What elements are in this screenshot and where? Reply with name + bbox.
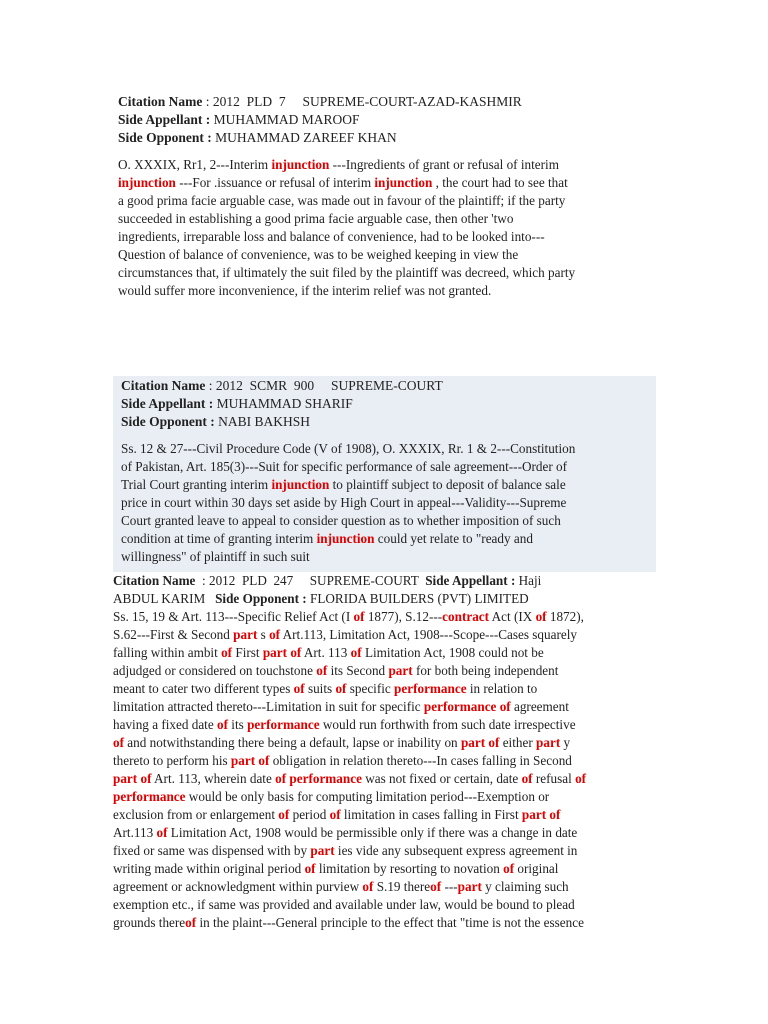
text-run: ies vide any subsequent express agreement in xyxy=(334,843,578,858)
text-run: adjudged or considered on touchstone xyxy=(113,663,317,678)
opponent-label: Side Opponent : xyxy=(118,130,212,145)
text-run: y xyxy=(560,735,571,750)
text-line xyxy=(118,192,658,210)
search-highlight: of xyxy=(350,645,362,660)
search-highlight: of xyxy=(535,609,547,624)
search-highlight: injunction xyxy=(271,157,330,172)
text-run: FLORIDA BUILDERS (PVT) LIMITED xyxy=(306,591,529,606)
search-highlight: performance xyxy=(247,717,320,732)
text-run: exemption etc., if same was provided and available under law, would be bound to plead xyxy=(113,897,575,912)
text-line xyxy=(118,156,658,174)
text-run: Haji xyxy=(515,573,542,588)
opponent-row xyxy=(121,413,656,431)
text-line xyxy=(113,680,658,698)
search-highlight: of xyxy=(185,915,197,930)
text-run: S.19 there xyxy=(373,879,431,894)
text-run: ABDUL KARIM xyxy=(113,591,216,606)
search-highlight: of xyxy=(269,627,281,642)
text-line xyxy=(118,282,658,300)
text-run: Art.113, Limitation Act, 1908---Scope---Cases squarely xyxy=(280,627,577,642)
search-highlight: of xyxy=(503,861,515,876)
text-run: for both being independent xyxy=(412,663,559,678)
search-highlight: of xyxy=(329,807,341,822)
search-highlight: of xyxy=(293,681,305,696)
text-run: agreement xyxy=(510,699,569,714)
text-line xyxy=(121,494,656,512)
search-highlight: part of xyxy=(262,645,302,660)
text-run: of Pakistan, Art. 185(3)---Suit for specific performance of sale agreement---Order of xyxy=(121,459,567,474)
text-line xyxy=(118,246,658,264)
opponent-value: NABI BAKHSH xyxy=(218,414,311,429)
appellant-value: MUHAMMAD MAROOF xyxy=(213,112,360,127)
field-label: Citation Name xyxy=(113,573,196,588)
search-highlight: injunction xyxy=(118,175,176,190)
text-run: ---For .issuance or refusal of interim xyxy=(175,175,375,190)
text-line xyxy=(121,458,656,476)
text-line xyxy=(121,476,656,494)
text-run: circumstances that, if ultimately the suit filed by the plaintiff was decreed, which party xyxy=(118,265,576,280)
text-run: would be only basis for computing limitation period---Exemption or xyxy=(185,789,550,804)
text-run: Question of balance of convenience, was to be weighed keeping in view the xyxy=(118,247,519,262)
text-run: would suffer more inconvenience, if the interim relief was not granted. xyxy=(118,283,492,298)
search-highlight: part xyxy=(536,735,561,750)
text-run: original xyxy=(514,861,559,876)
text-line xyxy=(118,264,658,282)
text-line xyxy=(121,440,656,458)
case-summary xyxy=(113,572,658,932)
search-highlight: injunction xyxy=(374,175,433,190)
text-line xyxy=(113,626,658,644)
text-run: ---Ingredients of grant or refusal of interim xyxy=(329,157,559,172)
text-line xyxy=(113,788,658,806)
text-run: willingness" of plaintiff in such suit xyxy=(121,549,310,564)
text-line xyxy=(118,210,658,228)
text-line xyxy=(113,590,658,608)
case-entry-1 xyxy=(118,93,658,300)
text-run: S.62---First & Second xyxy=(113,627,234,642)
text-run: to plaintiff subject to deposit of balance sale xyxy=(329,477,566,492)
text-run: : 2012 PLD 247 SUPREME-COURT xyxy=(195,573,426,588)
text-run: succeeded in establishing a good prima facie arguable case, then other 'two xyxy=(118,211,514,226)
appellant-label: Side Appellant : xyxy=(118,112,211,127)
text-run: limitation by resorting to novation xyxy=(315,861,504,876)
search-highlight: part of xyxy=(521,807,561,822)
text-line xyxy=(113,644,658,662)
citation-label: Citation Name xyxy=(121,378,206,393)
text-run: having a fixed date xyxy=(113,717,217,732)
text-run: Limitation Act, 1908 could not be xyxy=(361,645,544,660)
text-line xyxy=(113,914,658,932)
text-run: grounds there xyxy=(113,915,186,930)
search-highlight: of xyxy=(316,663,328,678)
text-run: fixed or same was dispensed with by xyxy=(113,843,311,858)
text-run: 1872), xyxy=(546,609,584,624)
search-highlight: of xyxy=(217,717,228,732)
text-run: Ss. 12 & 27---Civil Procedure Code (V of 1908), O. XXXIX, Rr. 1 & 2---Constitution xyxy=(121,441,576,456)
search-highlight: of xyxy=(156,825,168,840)
search-highlight: performance of xyxy=(423,699,511,714)
text-line xyxy=(118,174,658,192)
search-highlight: of performance xyxy=(275,771,362,786)
appellant-value: MUHAMMAD SHARIF xyxy=(216,396,353,411)
text-run: suits xyxy=(304,681,336,696)
text-run: limitation attracted thereto---Limitation in suit for specific xyxy=(113,699,424,714)
search-highlight: performance xyxy=(394,681,467,696)
text-line xyxy=(113,716,658,734)
search-highlight: part xyxy=(457,879,482,894)
text-run: would run forthwith from such date irrespective xyxy=(319,717,576,732)
text-run: Trial Court granting interim xyxy=(121,477,272,492)
opponent-label: Side Opponent : xyxy=(121,414,215,429)
text-run: a good prima facie arguable case, was made out in favour of the plaintiff; if the party xyxy=(118,193,566,208)
text-run: condition at time of granting interim xyxy=(121,531,317,546)
search-highlight: of xyxy=(335,681,347,696)
field-label: Side Opponent : xyxy=(215,591,307,606)
text-run: y claiming such xyxy=(481,879,569,894)
search-highlight: of xyxy=(575,771,587,786)
search-highlight: contract xyxy=(442,609,490,624)
text-run: refusal xyxy=(532,771,576,786)
appellant-row xyxy=(121,395,656,413)
text-line xyxy=(118,228,658,246)
search-highlight: part xyxy=(388,663,413,678)
search-highlight: of xyxy=(362,879,374,894)
text-line xyxy=(113,860,658,878)
text-run: O. XXXIX, Rr1, 2---Interim xyxy=(118,157,272,172)
text-line xyxy=(113,752,658,770)
text-run: in the plaint---General principle to the effect that "time is not the essence xyxy=(196,915,584,930)
text-run: Act (IX xyxy=(489,609,536,624)
text-run: Ss. 15, 19 & Art. 113---Specific Relief Act (I xyxy=(113,609,354,624)
text-line xyxy=(113,896,658,914)
search-highlight: injunction xyxy=(316,531,375,546)
text-run: period xyxy=(289,807,330,822)
text-run: could yet relate to "ready and xyxy=(374,531,533,546)
text-run: Art. 113 xyxy=(301,645,351,660)
text-line xyxy=(113,842,658,860)
text-line xyxy=(113,572,658,590)
text-run: in relation to xyxy=(466,681,538,696)
text-run: limitation in cases falling in First xyxy=(340,807,522,822)
citation-row xyxy=(121,377,656,395)
search-highlight: part of xyxy=(230,753,270,768)
case-entry-2 xyxy=(113,376,656,572)
text-line xyxy=(113,698,658,716)
text-run: obligation in relation thereto---In cases falling in Second xyxy=(269,753,572,768)
text-run: writing made within original period xyxy=(113,861,305,876)
text-line xyxy=(113,662,658,680)
text-run: its Second xyxy=(327,663,389,678)
text-run: falling within ambit xyxy=(113,645,222,660)
text-line xyxy=(121,512,656,530)
text-line xyxy=(113,770,658,788)
citation-label: Citation Name xyxy=(118,94,203,109)
case-summary xyxy=(118,156,658,300)
text-run: Court granted leave to appeal to consider question as to whether imposition of such xyxy=(121,513,561,528)
search-highlight: part of xyxy=(460,735,500,750)
text-run: its xyxy=(228,717,248,732)
text-line xyxy=(113,734,658,752)
text-run: , the court had to see that xyxy=(432,175,568,190)
case-entry-3 xyxy=(113,572,658,932)
text-line xyxy=(113,878,658,896)
text-run: either xyxy=(499,735,537,750)
text-line xyxy=(121,530,656,548)
citation-value: : 2012 SCMR 900 SUPREME-COURT xyxy=(208,378,443,393)
search-highlight: part xyxy=(233,627,258,642)
search-highlight: part xyxy=(310,843,335,858)
field-label: Side Appellant : xyxy=(425,573,516,588)
search-highlight: of xyxy=(521,771,533,786)
text-run: thereto to perform his xyxy=(113,753,231,768)
text-run: meant to cater two different types xyxy=(113,681,294,696)
case-summary xyxy=(121,440,656,566)
text-run: was not fixed or certain, date xyxy=(361,771,522,786)
text-run: Limitation Act, 1908 would be permissible only if there was a change in date xyxy=(167,825,578,840)
search-highlight: of xyxy=(278,807,290,822)
text-line xyxy=(121,548,656,566)
search-highlight: injunction xyxy=(271,477,330,492)
citation-value: : 2012 PLD 7 SUPREME-COURT-AZAD-KASHMIR xyxy=(205,94,522,109)
text-line xyxy=(113,608,658,626)
text-run: and notwithstanding there being a default, lapse or inability on xyxy=(124,735,461,750)
search-highlight: part of xyxy=(113,771,152,786)
opponent-row xyxy=(118,129,658,147)
text-run: exclusion from or enlargement xyxy=(113,807,279,822)
search-highlight: of xyxy=(353,609,365,624)
text-run: specific xyxy=(346,681,395,696)
search-highlight: of xyxy=(113,735,124,750)
text-run: Art.113 xyxy=(113,825,157,840)
text-run: ingredients, irreparable loss and balance of convenience, had to be looked into--- xyxy=(118,229,545,244)
appellant-label: Side Appellant : xyxy=(121,396,214,411)
text-run: 1877), S.12--- xyxy=(364,609,443,624)
citation-row xyxy=(118,93,658,111)
text-run: First xyxy=(232,645,263,660)
text-run: --- xyxy=(441,879,458,894)
text-run: agreement or acknowledgment within purview xyxy=(113,879,363,894)
text-line xyxy=(113,824,658,842)
text-run: price in court within 30 days set aside by High Court in appeal---Validity---Supreme xyxy=(121,495,567,510)
text-run: Art. 113, wherein date xyxy=(151,771,276,786)
text-run: s xyxy=(257,627,270,642)
appellant-row xyxy=(118,111,658,129)
search-highlight: performance xyxy=(113,789,186,804)
search-highlight: of xyxy=(430,879,442,894)
search-highlight: of xyxy=(304,861,316,876)
opponent-value: MUHAMMAD ZAREEF KHAN xyxy=(215,130,397,145)
search-highlight: of xyxy=(221,645,233,660)
text-line xyxy=(113,806,658,824)
